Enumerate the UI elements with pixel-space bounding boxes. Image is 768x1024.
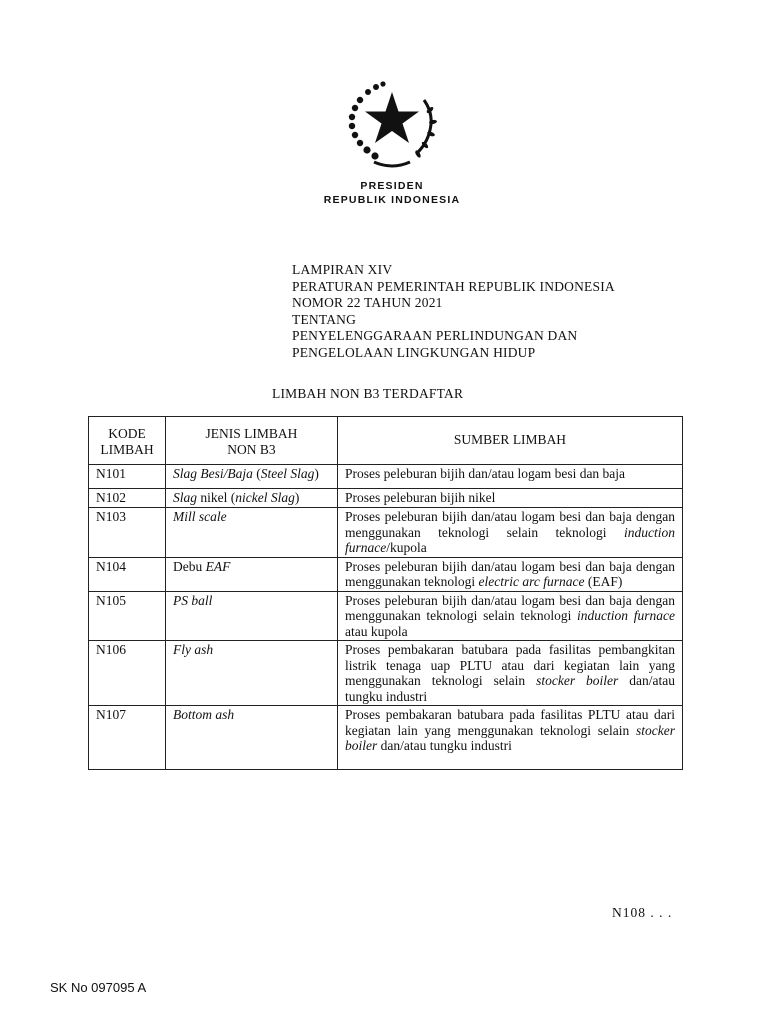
jenis-cell-text: nickel Slag xyxy=(235,489,295,505)
header-jenis-line: JENIS LIMBAH xyxy=(205,426,298,441)
jenis-cell-text: Fly ash xyxy=(173,642,214,657)
header-line: PENYELENGGARAAN PERLINDUNGAN DAN xyxy=(292,328,578,343)
waste-table xyxy=(88,416,683,770)
table-title: LIMBAH NON B3 TERDAFTAR xyxy=(272,386,464,401)
letterhead-subtitle: REPUBLIK INDONESIA xyxy=(323,194,461,206)
table-body xyxy=(89,465,683,770)
sumber-cell-text: stocker boiler xyxy=(345,722,675,753)
table-row xyxy=(89,591,683,641)
jenis-cell xyxy=(166,465,338,489)
jenis-cell-text: Slag Besi/Baja xyxy=(173,466,253,481)
jenis-cell xyxy=(166,591,338,641)
jenis-cell-text: nikel ( xyxy=(197,489,236,505)
sumber-cell xyxy=(338,591,683,641)
jenis-cell-text: Mill scale xyxy=(173,509,227,524)
sumber-cell-text: Proses pembakaran batubara pada fasilitas pembangkitan listrik tenaga uap PLTU atau dari kegiatan lain yang menggunakan teknologi selain xyxy=(345,642,675,688)
table-header-row xyxy=(89,417,683,465)
jenis-cell xyxy=(166,641,338,706)
sumber-cell-text: induction furnace xyxy=(577,608,675,623)
sumber-cell xyxy=(338,641,683,706)
jenis-cell-text: Steel Slag xyxy=(260,466,315,481)
regulation-header xyxy=(292,262,615,361)
kode-cell: N102 xyxy=(89,488,166,508)
sumber-cell-text: dan/atau tungku industri xyxy=(345,673,676,704)
jenis-cell-text: Debu xyxy=(173,558,206,574)
sumber-cell xyxy=(338,488,683,508)
kode-cell: N103 xyxy=(89,508,166,558)
table-row xyxy=(89,706,683,770)
sumber-cell-text: stocker boiler xyxy=(536,673,619,688)
sumber-cell-text: dan/atau tungku industri xyxy=(377,738,512,753)
jenis-cell-text: ) xyxy=(294,489,300,505)
header-line: LAMPIRAN XIV xyxy=(292,262,393,277)
letterhead-title: PRESIDEN xyxy=(360,180,424,192)
kode-cell: N107 xyxy=(89,706,166,770)
header-kode-line: KODE xyxy=(108,426,146,441)
sumber-cell-text: induction furnace xyxy=(345,524,675,555)
sumber-cell-text: electric arc furnace xyxy=(478,574,585,589)
header-line: NOMOR 22 TAHUN 2021 xyxy=(292,295,443,310)
header-sumber-label: SUMBER LIMBAH xyxy=(453,432,567,448)
table-row xyxy=(89,557,683,591)
sumber-cell-text: Proses pembakaran batubara pada fasilitas PLTU atau dari kegiatan lain yang menggunakan teknologi selain xyxy=(345,707,675,738)
jenis-cell-text: Slag xyxy=(173,489,198,505)
table-row xyxy=(89,508,683,558)
jenis-cell xyxy=(166,706,338,770)
table-row xyxy=(89,465,683,489)
header-sumber xyxy=(338,417,683,465)
jenis-cell xyxy=(166,488,338,508)
next-page-indicator: N108 . . . xyxy=(612,905,673,920)
header-jenis-line: NON B3 xyxy=(227,441,276,457)
header-line: TENTANG xyxy=(292,311,357,327)
jenis-cell-text: ( xyxy=(252,466,261,481)
sumber-cell-text: Proses peleburan bijih dan/atau logam besi dan baja dengan menggunakan teknologi xyxy=(345,558,675,589)
sumber-cell-text: Proses peleburan bijih dan/atau logam besi dan baja dengan menggunakan teknologi selain teknologi xyxy=(345,592,675,623)
jenis-cell xyxy=(166,557,338,591)
sumber-cell-text: Proses peleburan bijih dan/atau logam besi dan baja dengan menggunakan teknologi selain teknologi xyxy=(345,509,675,540)
header-kode xyxy=(89,417,166,465)
header-line: PERATURAN PEMERINTAH REPUBLIK INDONESIA xyxy=(292,278,615,294)
sumber-cell-text: (EAF) xyxy=(584,574,623,589)
star-emblem-icon xyxy=(338,78,446,174)
header-jenis xyxy=(166,417,338,465)
kode-cell: N105 xyxy=(89,591,166,641)
sumber-cell-text: Proses peleburan bijih dan/atau logam besi dan baja xyxy=(345,466,626,481)
kode-cell: N101 xyxy=(89,465,166,489)
header-line: PENGELOLAAN LINGKUNGAN HIDUP xyxy=(292,344,536,360)
sumber-cell xyxy=(338,508,683,558)
kode-cell: N104 xyxy=(89,557,166,591)
sumber-cell xyxy=(338,557,683,591)
sumber-cell-text: atau kupola xyxy=(345,623,408,639)
table-row xyxy=(89,488,683,508)
sumber-cell-text: /kupola xyxy=(386,540,427,555)
jenis-cell-text: ) xyxy=(314,466,319,481)
kode-cell: N106 xyxy=(89,641,166,706)
table-row xyxy=(89,641,683,706)
sk-number: SK No 097095 A xyxy=(50,980,147,995)
jenis-cell-text: EAF xyxy=(205,558,231,574)
sumber-cell xyxy=(338,706,683,770)
jenis-cell-text: Bottom ash xyxy=(173,707,235,722)
header-kode-line: LIMBAH xyxy=(100,441,154,457)
jenis-cell xyxy=(166,508,338,558)
sumber-cell xyxy=(338,465,683,489)
sumber-cell-text: Proses peleburan bijih nikel xyxy=(345,489,496,505)
jenis-cell-text: PS ball xyxy=(173,592,213,608)
